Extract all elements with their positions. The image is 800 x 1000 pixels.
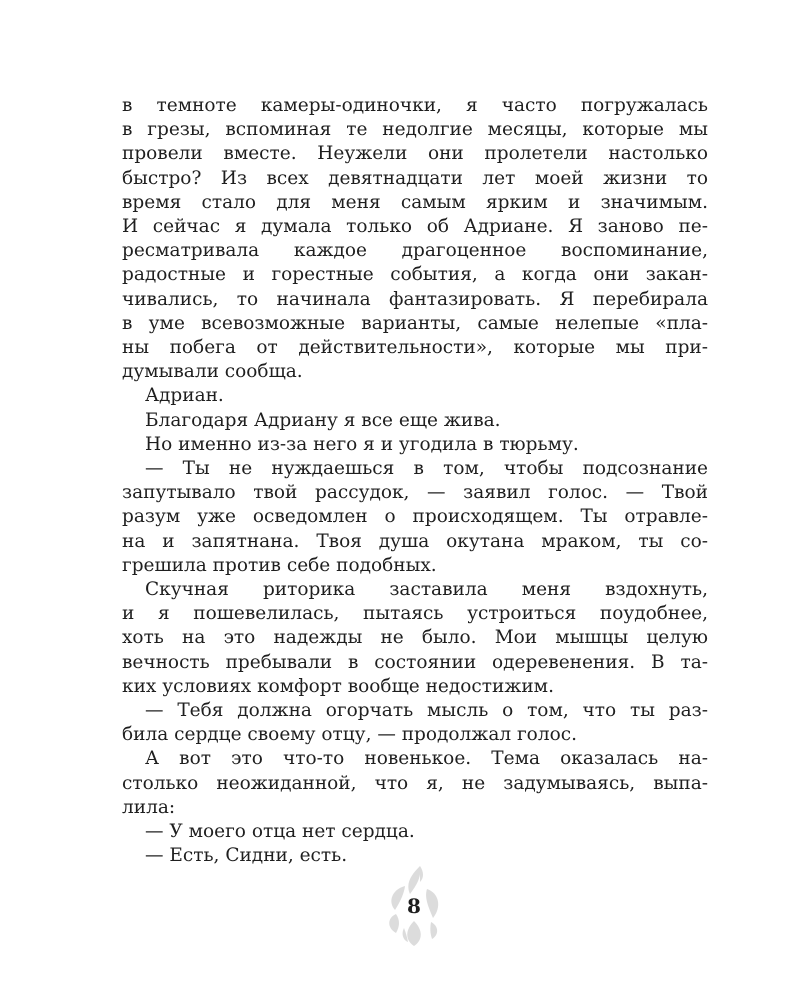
text-line: — Ты не нуждаешься в том, чтобы подсознание — [145, 458, 708, 480]
text-line: столько неожиданной, что я, не задумываясь, выпа- — [122, 772, 708, 794]
text-line: Скучная риторика заставила меня вздохнуть, — [145, 579, 708, 601]
text-line: Но именно из-за него я и угодила в тюрьму. — [145, 433, 579, 455]
paragraph — [122, 457, 708, 578]
text-line: Адриан. — [145, 385, 224, 407]
text-line: в уме всевозможные варианты, самые нелепые «пла- — [122, 312, 708, 334]
paragraph — [122, 384, 708, 408]
text-line: время стало для меня самым ярким и значимым. — [122, 191, 708, 213]
paragraph — [122, 578, 708, 699]
text-line: вечность пребывали в состоянии одеревенения. В та- — [122, 651, 708, 673]
text-line: — У моего отца нет сердца. — [145, 821, 415, 843]
text-line: в грезы, вспоминая те недолгие месяцы, которые мы — [122, 119, 708, 141]
paragraph — [122, 409, 708, 433]
text-line: ких условиях комфорт вообще недостижим. — [122, 675, 554, 697]
text-line: — Тебя должна огорчать мысль о том, что ты раз- — [145, 700, 708, 722]
text-line: И сейчас я думала только об Адриане. Я заново пе- — [122, 216, 708, 238]
paragraph — [122, 699, 708, 747]
paragraph — [122, 820, 708, 844]
page-number: 8 — [407, 894, 421, 918]
text-line: лила: — [122, 796, 176, 818]
text-line: А вот это что-то новенькое. Тема оказалась на- — [145, 748, 708, 770]
text-line: разум уже осведомлен о происходящем. Ты отравле- — [122, 506, 708, 528]
paragraph — [122, 433, 708, 457]
paragraph — [122, 94, 708, 384]
text-line: запутывало твой рассудок, — заявил голос. — Твой — [122, 482, 708, 504]
text-line: била сердце своему отцу, — продолжал голос. — [122, 724, 577, 746]
text-line: грешила против себе подобных. — [122, 554, 437, 576]
text-line: — Есть, Сидни, есть. — [145, 845, 348, 867]
text-line: хоть на это надежды не было. Мои мышцы целую — [122, 627, 708, 649]
text-line: быстро? Из всех девятнадцати лет моей жизни то — [122, 167, 708, 189]
text-line: и я пошевелилась, пытаясь устроиться поудобнее, — [122, 603, 708, 625]
text-line: чивались, то начинала фантазировать. Я перебирала — [122, 288, 708, 310]
text-line: ны побега от действительности», которые мы при- — [122, 337, 708, 359]
book-page-text — [122, 94, 708, 869]
text-line: на и запятнана. Твоя душа окутана мраком, ты со- — [122, 530, 708, 552]
text-line: в темноте камеры-одиночки, я часто погружалась — [122, 95, 708, 116]
paragraph — [122, 747, 708, 820]
text-line: думывали сообща. — [122, 361, 303, 383]
text-line: провели вместе. Неужели они пролетели настолько — [122, 143, 708, 165]
text-line: Благодаря Адриану я все еще жива. — [145, 409, 501, 431]
text-line: ресматривала каждое драгоценное воспоминание, — [122, 240, 708, 262]
text-line: радостные и горестные события, а когда они закан- — [122, 264, 708, 286]
